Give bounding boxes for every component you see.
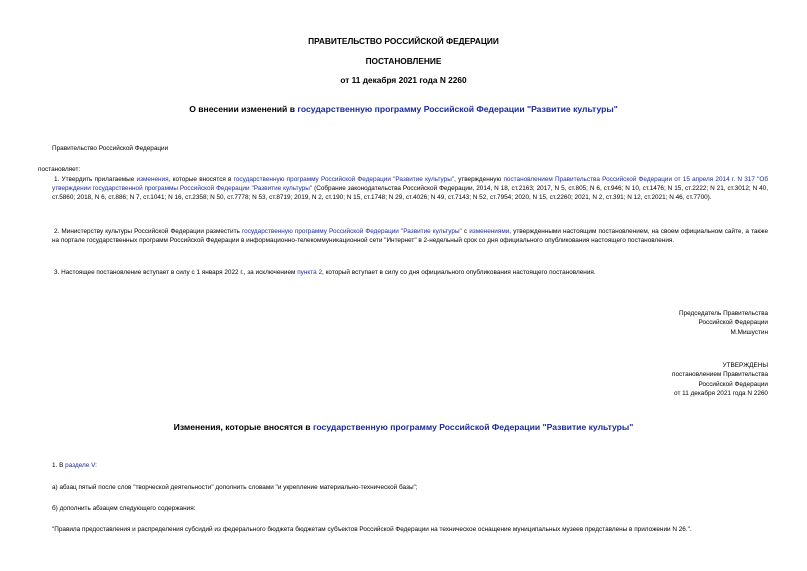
item-1-text-1: 1. Утвердить прилагаемые (54, 176, 137, 183)
item-2-text-2: с (461, 228, 470, 235)
change-1-suffix: : (95, 462, 97, 469)
change-a: а) абзац пятый после слов "творческой деятельности" дополнить словами "и укрепление материально-технической базы"; (52, 484, 418, 491)
government-heading: ПРАВИТЕЛЬСТВО РОССИЙСКОЙ ФЕДЕРАЦИИ (308, 36, 499, 46)
approval-line-2: постановлением Правительства (672, 371, 768, 379)
item-1 (52, 176, 768, 202)
resolution-link[interactable]: постановлением Правительства Российской Федерации от 15 апреля 2014 г. N 317 "Об утверждении государственной программы Российской Федерации "Развитие культуры" (52, 176, 768, 192)
approval-line-1: УТВЕРЖДЕНЫ (722, 362, 768, 369)
signature-line-2: Российской Федерации (698, 319, 768, 327)
program-link[interactable]: государственную программу Российской Федерации "Развитие культуры" (297, 104, 618, 114)
changes-link[interactable]: изменения (136, 176, 169, 183)
section-v-link[interactable]: разделе V (65, 462, 96, 469)
doc-type-heading: ПОСТАНОВЛЕНИЕ (365, 56, 442, 66)
program-link-3[interactable]: государственную программу Российской Федерации "Развитие культуры" (241, 228, 462, 235)
program-link-4[interactable]: государственную программу Российской Федерации "Развитие культуры" (312, 422, 634, 432)
approval-line-4: от 11 декабря 2021 года N 2260 (674, 389, 768, 397)
item-2-text-1: 2. Министерству культуры Российской Федерации разместить (54, 228, 242, 235)
changes-link-2[interactable]: изменениями (469, 228, 510, 235)
point-2-link[interactable]: пункта 2 (297, 269, 323, 276)
change-quote: "Правила предоставления и распределения субсидий из федерального бюджета бюджетам субъектов Российской Федерации на техническое оснащение муниципальных музеев представлены в приложении N 26.". (52, 526, 692, 533)
item-1-text-2: , которые вносятся в (168, 176, 234, 183)
changes-title-prefix: Изменения, которые вносятся в (173, 422, 313, 432)
document-title-prefix: О внесении изменений в (189, 104, 298, 114)
item-2 (52, 228, 768, 246)
approval-block (672, 361, 768, 398)
signature-line-1: Председатель Правительства (679, 310, 768, 317)
item-3-text-1: 3. Настоящее постановление вступает в силу с 1 января 2022 г., за исключением (54, 269, 298, 276)
item-3-text-2: , который вступает в силу со дня официального опубликования настоящего постановления. (322, 269, 596, 276)
item-1-text-3: , утвержденную (454, 176, 504, 183)
approval-line-3: Российской Федерации (698, 380, 768, 388)
item-2-text-3: , утвержденными настоящим постановлением, на своем официальном сайте, а также на портале государственных программ Российской Федерации в информационно-телекоммуникационной сети "Интернет" в 2-недельный срок со дня официального опубликования настоящего постановления. (52, 228, 769, 244)
issuer-text: Правительство Российской Федерации (52, 145, 169, 152)
change-b: б) дополнить абзацем следующего содержания: (52, 505, 196, 512)
changes-title (0, 422, 807, 434)
program-link-2[interactable]: государственную программу Российской Федерации "Развитие культуры" (233, 176, 455, 183)
item-1-text-4: (Собрание законодательства Российской Федерации, 2014, N 18, ст.2163; 2017, N 5, ст.805; N 6, ст.946; N 10, ст.1476; N 15, ст.2222; N 21, ст.3012; N 40, ст.5860; 2018, N 6, ст.886; N 7, ст.1041; N 16, ст.2358; N 50, ст.7778; N 53, ст.8719; 2019, N 2, ст.190; N 15, ст.1748; N 29, ст.4026; N 49, ст.7143; N 52, ст.7954; 2020, N 15, ст.2260; 2021, N 2, ст.391; N 12, ст.2021; N 46, ст.7700). (52, 184, 769, 201)
signature-line-3: М.Мишустин (730, 328, 768, 336)
item-3 (52, 269, 768, 278)
decree-text: постановляет: (38, 166, 81, 173)
document-title (0, 104, 807, 116)
date-number-heading: от 11 декабря 2021 года N 2260 (340, 75, 467, 85)
signature-block (679, 309, 768, 337)
change-1 (52, 462, 768, 471)
change-1-prefix: 1. В (52, 462, 66, 469)
